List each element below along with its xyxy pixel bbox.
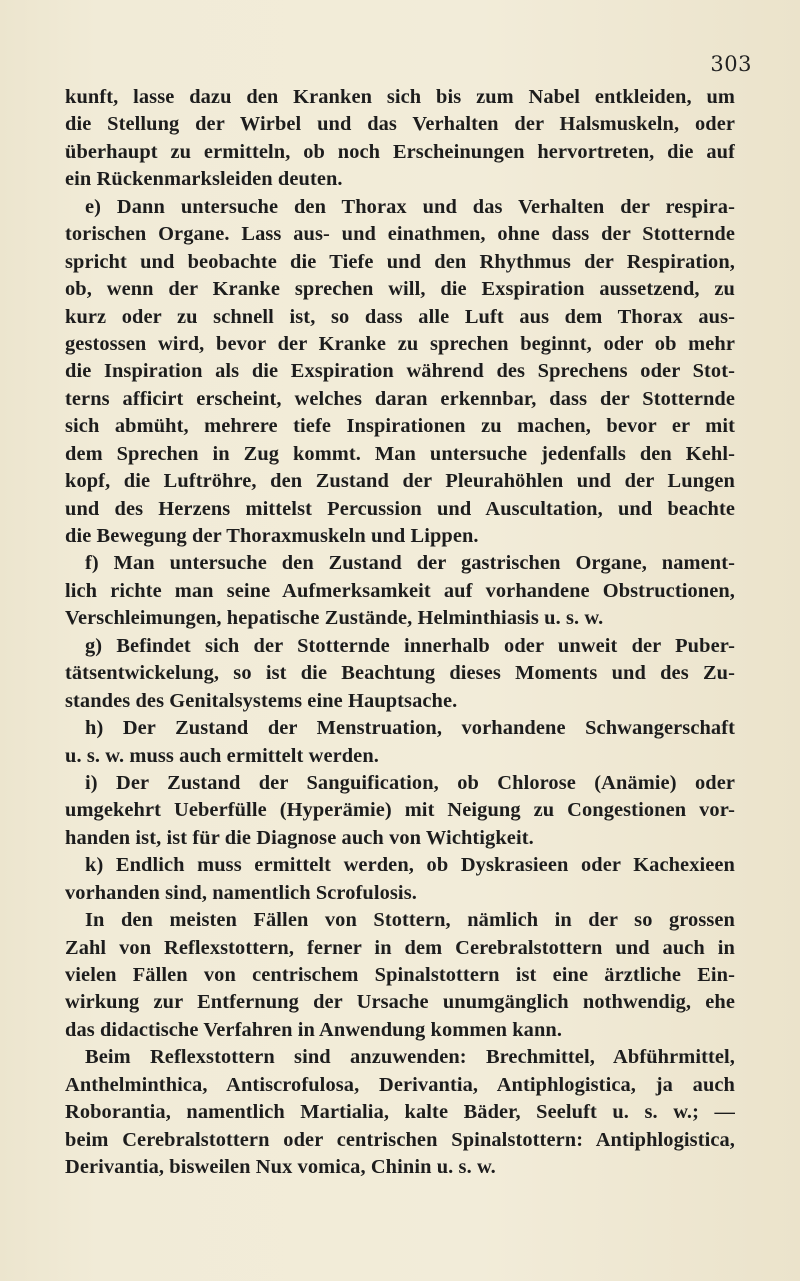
text-line: vorhanden sind, namentlich Scrofulosis. bbox=[65, 881, 417, 904]
text-line: wirkung zur Entfernung der Ursache unumgänglich nothwendig, ehe bbox=[65, 991, 735, 1014]
text-line: g) Befindet sich der Stotternde innerhalb oder unweit der Puber- bbox=[85, 634, 735, 657]
text-line: h) Der Zustand der Menstruation, vorhandene Schwangerschaft bbox=[85, 717, 735, 740]
text-line: Derivantia, bisweilen Nux vomica, Chinin u. s. w. bbox=[65, 1156, 496, 1179]
text-line: sich abmüht, mehrere tiefe Inspirationen zu machen, bevor er mit bbox=[65, 415, 735, 438]
text-line: das didactische Verfahren in Anwendung kommen kann. bbox=[65, 1018, 563, 1041]
text-line: u. s. w. muss auch ermittelt werden. bbox=[65, 744, 379, 767]
text-line: e) Dann untersuche den Thorax und das Verhalten der respira- bbox=[85, 195, 735, 218]
text-line: lich richte man seine Aufmerksamkeit auf vorhandene Obstructionen, bbox=[65, 579, 735, 602]
text-line: und des Herzens mittelst Percussion und Auscultation, und beachte bbox=[65, 497, 735, 520]
text-line: vielen Fällen von centrischem Spinalstottern ist eine ärztliche Ein- bbox=[65, 964, 735, 986]
text-line: beim Cerebralstottern oder centrischen Spinalstottern: Antiphlogistica, bbox=[65, 1128, 735, 1151]
text-line: ob, wenn der Kranke sprechen will, die Exspiration aussetzend, zu bbox=[65, 278, 735, 301]
text-line: die Stellung der Wirbel und das Verhalten der Halsmuskeln, oder bbox=[65, 113, 735, 136]
text-line: dem Sprechen in Zug kommt. Man untersuche jedenfalls den Kehl- bbox=[65, 442, 735, 465]
text-line: f) Man untersuche den Zustand der gastrischen Organe, nament- bbox=[85, 552, 735, 575]
text-line: terns afficirt erscheint, welches daran erkennbar, dass der Stotternde bbox=[65, 387, 735, 410]
text-line: die Inspiration als die Exspiration während des Sprechens oder Stot- bbox=[65, 360, 735, 383]
text-line: kurz oder zu schnell ist, so dass alle Luft aus dem Thorax aus- bbox=[65, 305, 735, 328]
text-line: spricht und beobachte die Tiefe und den Rhythmus der Respiration, bbox=[65, 250, 735, 273]
text-line: kopf, die Luftröhre, den Zustand der Pleurahöhlen und der Lungen bbox=[65, 470, 735, 493]
text-line: i) Der Zustand der Sanguification, ob Chlorose (Anämie) oder bbox=[85, 771, 735, 794]
text-line: die Bewegung der Thoraxmuskeln und Lippen. bbox=[65, 525, 479, 547]
text-line: kunft, lasse dazu den Kranken sich bis zum Nabel entkleiden, um bbox=[65, 86, 735, 108]
text-line: Zahl von Reflexstottern, ferner in dem Cerebralstottern und auch in bbox=[65, 936, 735, 959]
text-line: ein Rückenmarksleiden deuten. bbox=[65, 168, 343, 191]
text-line: überhaupt zu ermitteln, ob noch Erscheinungen hervortreten, die auf bbox=[65, 140, 735, 163]
text-line: standes des Genitalsystems eine Hauptsache. bbox=[65, 689, 458, 712]
text-line: Verschleimungen, hepatische Zustände, Helminthiasis u. s. w. bbox=[65, 607, 604, 630]
text-line: umgekehrt Ueberfülle (Hyperämie) mit Neigung zu Congestionen vor- bbox=[65, 799, 735, 822]
body-text bbox=[65, 84, 735, 1182]
text-line: In den meisten Fällen von Stottern, nämlich in der so grossen bbox=[85, 909, 735, 932]
text-line: tätsentwickelung, so ist die Beachtung dieses Moments und des Zu- bbox=[65, 662, 735, 685]
text-line: torischen Organe. Lass aus- und einathmen, ohne dass der Stotternde bbox=[65, 223, 735, 246]
text-line: gestossen wird, bevor der Kranke zu sprechen beginnt, oder ob mehr bbox=[65, 332, 735, 355]
text-line: Beim Reflexstottern sind anzuwenden: Brechmittel, Abführmittel, bbox=[85, 1046, 735, 1069]
text-line: handen ist, ist für die Diagnose auch von Wichtigkeit. bbox=[65, 826, 534, 849]
text-line: k) Endlich muss ermittelt werden, ob Dyskrasieen oder Kachexieen bbox=[85, 854, 735, 877]
page-number: 303 bbox=[710, 52, 752, 76]
text-line: Anthelminthica, Antiscrofulosa, Derivantia, Antiphlogistica, ja auch bbox=[65, 1073, 735, 1096]
text-line: Roborantia, namentlich Martialia, kalte Bäder, Seeluft u. s. w.; — bbox=[65, 1101, 735, 1124]
